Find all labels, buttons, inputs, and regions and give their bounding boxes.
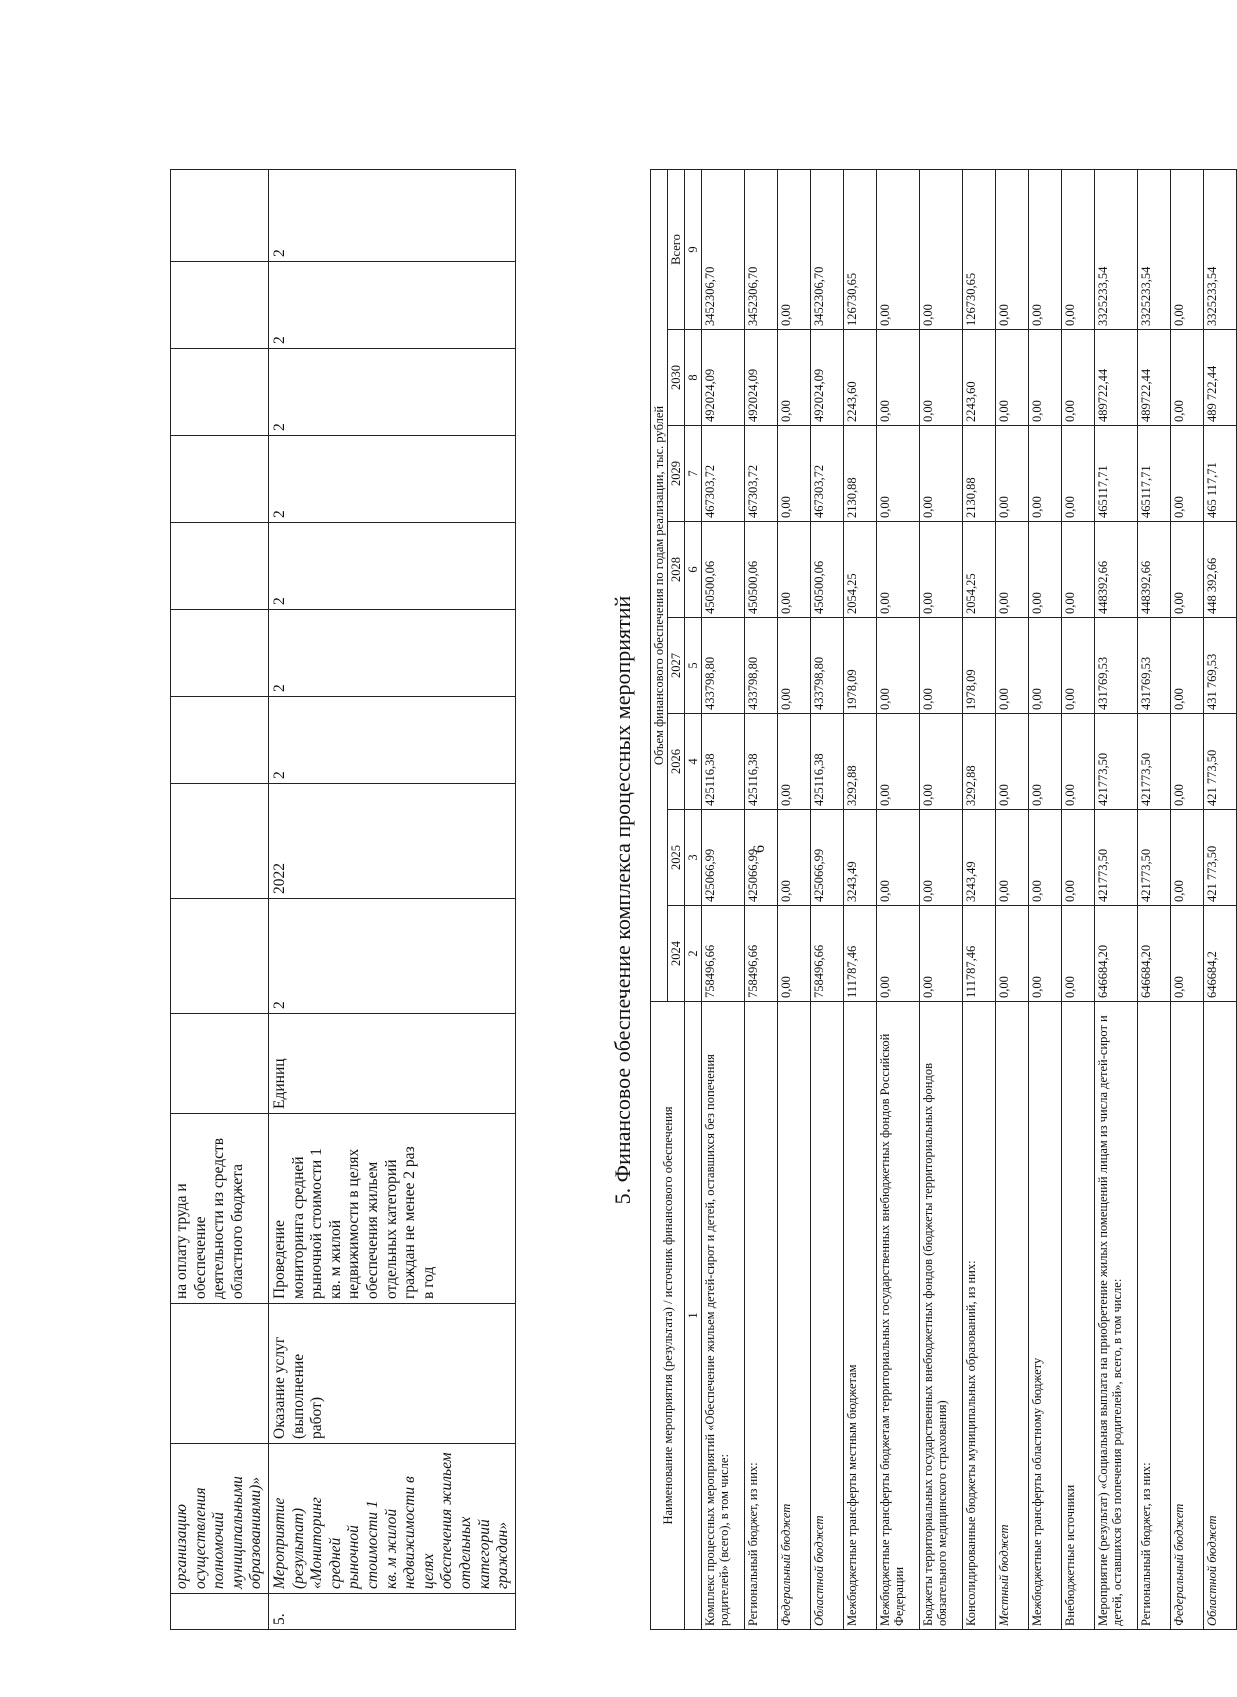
year-value-cell: 2 <box>268 262 515 349</box>
year-value-cell: 2 <box>268 697 515 784</box>
page-number: 6 <box>751 845 768 853</box>
value-cell: 758496,66 <box>811 906 844 1002</box>
value-cell: 0,00 <box>877 618 920 714</box>
header-col-numbers <box>685 169 702 1629</box>
value-cell: 433798,80 <box>811 618 844 714</box>
table-row <box>1204 169 1237 1629</box>
value-cell: 0,00 <box>996 330 1029 426</box>
col-number: 5 <box>685 618 702 714</box>
value-cell: 0,00 <box>778 618 811 714</box>
cell-empty <box>171 523 269 610</box>
col-number: 1 <box>685 1002 702 1630</box>
value-cell: 0,00 <box>996 618 1029 714</box>
year-value-cell: 2 <box>268 436 515 523</box>
value-cell: 0,00 <box>1029 426 1062 522</box>
total-header: Всего <box>668 169 685 329</box>
base-value-cell: 2 <box>268 899 515 1014</box>
text-line: рыночной стоимости 1 <box>308 1148 326 1299</box>
value-cell: 2130,88 <box>844 426 877 522</box>
row-name: Региональный бюджет, из них: <box>745 1002 778 1630</box>
value-cell: 431769,53 <box>1095 618 1138 714</box>
continued-description-cell <box>171 1114 269 1304</box>
value-cell: 421 773,50 <box>1204 714 1237 810</box>
col-number: 4 <box>685 714 702 810</box>
value-cell: 0,00 <box>1062 810 1095 906</box>
value-cell: 448392,66 <box>1138 522 1171 618</box>
value-cell: 3292,88 <box>844 714 877 810</box>
total-cell: 0,00 <box>778 169 811 329</box>
table-row <box>996 169 1029 1629</box>
total-cell: 0,00 <box>1062 169 1095 329</box>
value-cell: 0,00 <box>1029 906 1062 1002</box>
col-number: 2 <box>685 906 702 1002</box>
value-cell: 450500,06 <box>745 522 778 618</box>
table-row <box>1062 169 1095 1629</box>
value-cell: 0,00 <box>1171 618 1204 714</box>
value-cell: 0,00 <box>920 810 963 906</box>
value-cell: 0,00 <box>1171 426 1204 522</box>
value-cell: 1978,09 <box>844 618 877 714</box>
text-line: обеспечение <box>191 1216 209 1299</box>
value-cell: 425066,99 <box>745 810 778 906</box>
value-cell: 3243,49 <box>963 810 996 906</box>
value-cell: 431 769,53 <box>1204 618 1237 714</box>
value-cell: 421773,50 <box>1138 810 1171 906</box>
value-cell: 425116,38 <box>702 714 745 810</box>
cell-empty <box>171 349 269 436</box>
cell-empty <box>171 436 269 523</box>
row-name: Мероприятие (результат) «Социальная выплата на приобретение жилых помещений лицам из числа детей-сирот и детей, оставшихся без попечения родителей», всего, в том числе: <box>1095 1002 1138 1630</box>
table-row <box>1171 169 1204 1629</box>
base-year-cell: 2022 <box>268 784 515 899</box>
text-line: (выполнение <box>289 1353 307 1439</box>
row-5 <box>268 170 515 1630</box>
value-cell: 0,00 <box>1062 618 1095 714</box>
measure-name-cell <box>268 1444 515 1594</box>
text-line: недвижимости в целях <box>401 1476 437 1589</box>
value-cell: 425116,38 <box>745 714 778 810</box>
value-cell: 0,00 <box>877 522 920 618</box>
value-cell: 0,00 <box>1171 906 1204 1002</box>
value-cell: 0,00 <box>1062 330 1095 426</box>
value-cell: 0,00 <box>1171 714 1204 810</box>
value-cell: 0,00 <box>1062 426 1095 522</box>
table-row <box>1095 169 1138 1629</box>
year-header: 2030 <box>668 330 685 426</box>
value-cell: 2054,25 <box>963 522 996 618</box>
value-cell: 450500,06 <box>702 522 745 618</box>
table-row <box>745 169 778 1629</box>
header-group: Объем финансового обеспечения по годам реализации, тыс. рублей <box>651 169 668 1001</box>
text-line: мониторинга средней <box>289 1156 307 1299</box>
text-line: Проведение <box>270 1220 288 1299</box>
year-value-cell: 2 <box>268 349 515 436</box>
value-cell: 0,00 <box>1062 522 1095 618</box>
value-cell: 450500,06 <box>811 522 844 618</box>
value-cell: 0,00 <box>877 426 920 522</box>
table-row <box>963 169 996 1629</box>
continued-name-cell <box>171 1444 269 1594</box>
text-line: Оказание услуг <box>270 1336 288 1439</box>
text-line: кв. м жилой <box>382 1508 400 1589</box>
col-number: 9 <box>685 169 702 329</box>
total-cell: 0,00 <box>996 169 1029 329</box>
value-cell: 646684,20 <box>1138 906 1171 1002</box>
value-cell: 646684,2 <box>1204 906 1237 1002</box>
total-cell: 126730,65 <box>844 169 877 329</box>
cell-empty <box>171 170 269 262</box>
value-cell: 646684,20 <box>1095 906 1138 1002</box>
unit-cell: Единиц <box>268 1014 515 1114</box>
total-cell: 126730,65 <box>963 169 996 329</box>
row-name: Внебюджетные источники <box>1062 1002 1095 1630</box>
value-cell: 111787,46 <box>963 906 996 1002</box>
row-name: Региональный бюджет, из них: <box>1138 1002 1171 1630</box>
value-cell: 0,00 <box>877 810 920 906</box>
value-cell: 492024,09 <box>702 330 745 426</box>
value-cell: 1978,09 <box>963 618 996 714</box>
cell-empty <box>171 697 269 784</box>
text-line: отдельных категорий <box>456 1516 493 1589</box>
col-number: 8 <box>685 330 702 426</box>
value-cell: 2054,25 <box>844 522 877 618</box>
value-cell: 0,00 <box>920 522 963 618</box>
value-cell: 421773,50 <box>1095 714 1138 810</box>
text-line: образованиями)» <box>247 1476 265 1589</box>
value-cell: 492024,09 <box>811 330 844 426</box>
value-cell: 489722,44 <box>1138 330 1171 426</box>
text-line: кв. м жилой <box>326 1219 344 1299</box>
cell-empty <box>171 1304 269 1444</box>
total-cell: 3325233,54 <box>1204 169 1237 329</box>
row-name: Федеральный бюджет <box>1171 1002 1204 1630</box>
cell-empty <box>171 899 269 1014</box>
indicators-table-continued <box>170 169 516 1630</box>
measure-description-cell <box>268 1114 515 1304</box>
row-name: Межбюджетные трансферты областному бюджету <box>1029 1002 1062 1630</box>
year-header: 2024 <box>668 906 685 1002</box>
value-cell: 0,00 <box>778 714 811 810</box>
value-cell: 2243,60 <box>844 330 877 426</box>
value-cell: 0,00 <box>920 426 963 522</box>
continued-row <box>171 170 269 1630</box>
value-cell: 0,00 <box>1171 810 1204 906</box>
value-cell: 0,00 <box>778 330 811 426</box>
value-cell: 758496,66 <box>745 906 778 1002</box>
value-cell: 0,00 <box>1171 330 1204 426</box>
measure-type-cell <box>268 1304 515 1444</box>
value-cell: 0,00 <box>1029 618 1062 714</box>
row-name: Межбюджетные трансферты бюджетам территориальных государственных внебюджетных фондов Российской Федерации <box>877 1002 920 1630</box>
table-row <box>877 169 920 1629</box>
value-cell: 0,00 <box>1029 810 1062 906</box>
year-header: 2026 <box>668 714 685 810</box>
text-line: обеспечения жильем <box>438 1452 456 1589</box>
year-header: 2029 <box>668 426 685 522</box>
value-cell: 0,00 <box>778 810 811 906</box>
total-cell: 0,00 <box>1029 169 1062 329</box>
value-cell: 111787,46 <box>844 906 877 1002</box>
total-cell: 3452306,70 <box>745 169 778 329</box>
value-cell: 492024,09 <box>745 330 778 426</box>
value-cell: 421773,50 <box>1095 810 1138 906</box>
row-name: Комплекс процессных мероприятий «Обеспечение жильем детей-сирот и детей, оставшихся без попечения родителей» (всего), в том числе: <box>702 1002 745 1630</box>
value-cell: 448 392,66 <box>1204 522 1237 618</box>
value-cell: 0,00 <box>778 426 811 522</box>
row-name: Областной бюджет <box>811 1002 844 1630</box>
text-line: «Мониторинг средней <box>308 1497 344 1589</box>
value-cell: 0,00 <box>920 330 963 426</box>
table-row <box>920 169 963 1629</box>
financing-rows <box>702 169 1237 1629</box>
value-cell: 2130,88 <box>963 426 996 522</box>
total-cell: 0,00 <box>1171 169 1204 329</box>
value-cell: 0,00 <box>1029 714 1062 810</box>
value-cell: 489 722,44 <box>1204 330 1237 426</box>
text-line: областного бюджета <box>228 1164 246 1299</box>
value-cell: 2243,60 <box>963 330 996 426</box>
value-cell: 431769,53 <box>1138 618 1171 714</box>
value-cell: 489722,44 <box>1095 330 1138 426</box>
value-cell: 0,00 <box>1062 906 1095 1002</box>
section-title: 5. Финансовое обеспечение комплекса процессных мероприятий <box>610 595 635 1205</box>
value-cell: 425066,99 <box>702 810 745 906</box>
table-row <box>1138 169 1171 1629</box>
text-line: осуществления <box>191 1487 209 1589</box>
year-header: 2027 <box>668 618 685 714</box>
value-cell: 0,00 <box>920 906 963 1002</box>
year-value-cell: 2 <box>268 170 515 262</box>
value-cell: 0,00 <box>778 522 811 618</box>
col-number: 3 <box>685 810 702 906</box>
value-cell: 467303,72 <box>702 426 745 522</box>
value-cell: 3243,49 <box>844 810 877 906</box>
value-cell: 425116,38 <box>811 714 844 810</box>
text-line: муниципальными <box>228 1476 246 1589</box>
text-line: деятельности из средств <box>210 1137 228 1299</box>
value-cell: 0,00 <box>877 906 920 1002</box>
year-header: 2028 <box>668 522 685 618</box>
table-row <box>778 169 811 1629</box>
value-cell: 0,00 <box>996 426 1029 522</box>
table-row <box>1029 169 1062 1629</box>
header-name: Наименование мероприятия (результата) / источник финансового обеспечения <box>651 1002 685 1630</box>
row-name: Консолидированные бюджеты муниципальных образований, из них: <box>963 1002 996 1630</box>
row-name: Бюджеты территориальных государственных внебюджетных фондов (бюджеты территориальных фондов обязательного медицинского страхования) <box>920 1002 963 1630</box>
value-cell: 448392,66 <box>1095 522 1138 618</box>
value-cell: 421 773,50 <box>1204 810 1237 906</box>
total-cell: 3325233,54 <box>1095 169 1138 329</box>
row-name: Местный бюджет <box>996 1002 1029 1630</box>
rotated-content <box>170 130 1219 1630</box>
text-line: в год <box>419 1266 437 1299</box>
value-cell: 465117,71 <box>1095 426 1138 522</box>
value-cell: 0,00 <box>996 714 1029 810</box>
col-number: 7 <box>685 426 702 522</box>
value-cell: 433798,80 <box>745 618 778 714</box>
value-cell: 758496,66 <box>702 906 745 1002</box>
table-row <box>811 169 844 1629</box>
value-cell: 0,00 <box>778 906 811 1002</box>
value-cell: 0,00 <box>996 810 1029 906</box>
cell-empty <box>171 610 269 697</box>
total-cell: 0,00 <box>920 169 963 329</box>
text-line: на оплату труда и <box>173 1183 190 1299</box>
text-line: организацию <box>173 1504 190 1589</box>
value-cell: 0,00 <box>1029 522 1062 618</box>
text-line: обеспечения жильем <box>363 1161 381 1299</box>
cell-empty <box>171 262 269 349</box>
value-cell: 425066,99 <box>811 810 844 906</box>
value-cell: 0,00 <box>877 714 920 810</box>
value-cell: 467303,72 <box>811 426 844 522</box>
text-line: отдельных категорий <box>382 1159 400 1299</box>
year-value-cell: 2 <box>268 523 515 610</box>
text-line: граждан не менее 2 раз <box>401 1146 419 1299</box>
text-line: рыночной стоимости 1 <box>345 1500 381 1589</box>
value-cell: 421773,50 <box>1138 714 1171 810</box>
value-cell: 467303,72 <box>745 426 778 522</box>
text-line: граждан» <box>494 1522 512 1589</box>
value-cell: 0,00 <box>1171 522 1204 618</box>
financing-table <box>650 169 1237 1630</box>
text-line: полномочий <box>210 1512 228 1589</box>
value-cell: 0,00 <box>1062 714 1095 810</box>
total-cell: 3325233,54 <box>1138 169 1171 329</box>
year-value-cell: 2 <box>268 610 515 697</box>
text-line: (результат) <box>289 1507 307 1589</box>
row-name: Областной бюджет <box>1204 1002 1237 1630</box>
cell-empty <box>171 1014 269 1114</box>
value-cell: 465 117,71 <box>1204 426 1237 522</box>
col-number: 6 <box>685 522 702 618</box>
value-cell: 3292,88 <box>963 714 996 810</box>
table-row <box>702 169 745 1629</box>
cell-empty <box>171 784 269 899</box>
row-name: Межбюджетные трансферты местным бюджетам <box>844 1002 877 1630</box>
value-cell: 433798,80 <box>702 618 745 714</box>
value-cell: 0,00 <box>920 618 963 714</box>
total-cell: 0,00 <box>877 169 920 329</box>
value-cell: 0,00 <box>920 714 963 810</box>
value-cell: 0,00 <box>877 330 920 426</box>
text-line: Мероприятие <box>270 1497 288 1589</box>
value-cell: 0,00 <box>996 906 1029 1002</box>
row-number: 5. <box>268 1594 515 1630</box>
table-row <box>844 169 877 1629</box>
row-name: Федеральный бюджет <box>778 1002 811 1630</box>
total-cell: 3452306,70 <box>702 169 745 329</box>
value-cell: 0,00 <box>1029 330 1062 426</box>
value-cell: 0,00 <box>996 522 1029 618</box>
year-header: 2025 <box>668 810 685 906</box>
text-line: работ) <box>308 1397 326 1439</box>
text-line: недвижимости в целях <box>345 1148 363 1299</box>
header-row-1 <box>651 169 668 1629</box>
total-cell: 3452306,70 <box>811 169 844 329</box>
cell-empty <box>171 1594 269 1630</box>
value-cell: 465117,71 <box>1138 426 1171 522</box>
